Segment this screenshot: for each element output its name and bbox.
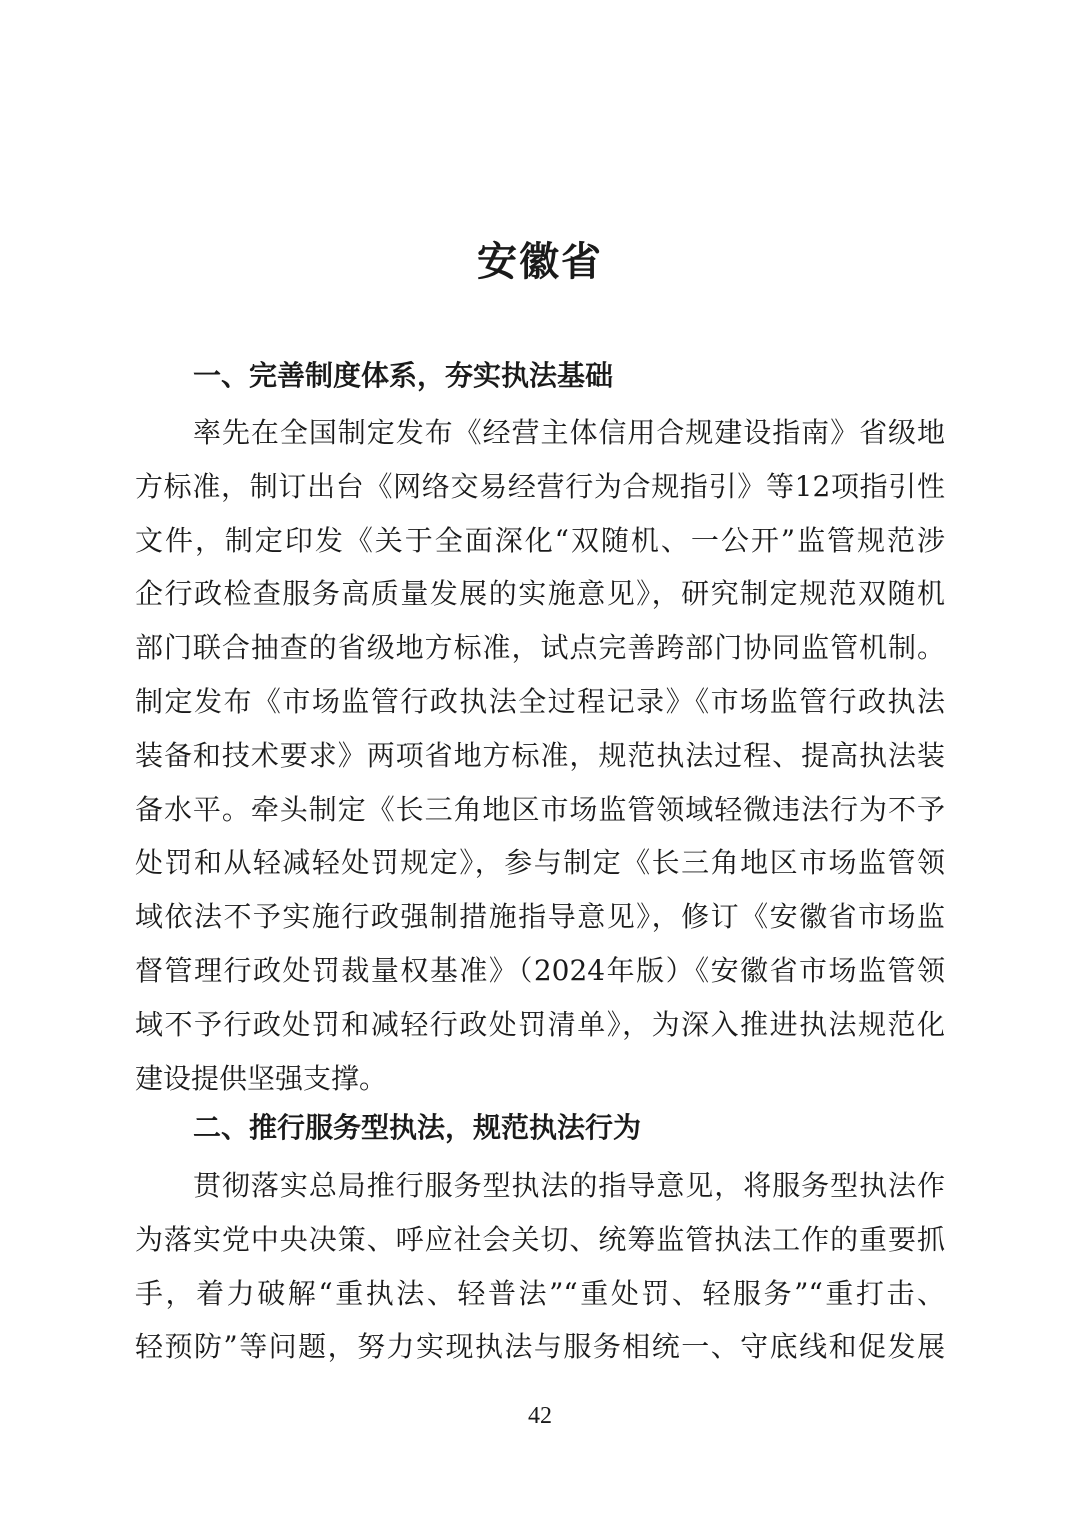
paragraph-line: 方标准，制订出台《网络交易经营行为合规指引》等12项指引性 <box>135 469 945 503</box>
paragraph-line: 备水平。牵头制定《长三角地区市场监管领域轻微违法行为不予 <box>135 792 945 826</box>
section-2-paragraph <box>135 1159 945 1374</box>
paragraph-line: 贯彻落实总局推行服务型执法的指导意见，将服务型执法作 <box>193 1169 945 1202</box>
paragraph-line: 处罚和从轻减轻处罚规定》，参与制定《长三角地区市场监管领 <box>135 846 945 880</box>
section-heading-2: 二、推行服务型执法，规范执法行为 <box>193 1111 642 1144</box>
paragraph-line: 手，着力破解“重执法、轻普法”“重处罚、轻服务”“重打击、 <box>135 1276 945 1310</box>
section-1-paragraph <box>135 406 945 1105</box>
paragraph-line: 建设提供坚强支撑。 <box>135 1061 388 1095</box>
paragraph-line: 域不予行政处罚和减轻行政处罚清单》，为深入推进执法规范化 <box>135 1007 945 1041</box>
paragraph-line: 督管理行政处罚裁量权基准》（2024年版）《安徽省市场监管领 <box>135 953 945 987</box>
paragraph-line: 部门联合抽查的省级地方标准，试点完善跨部门协同监管机制。 <box>135 631 945 665</box>
paragraph-line: 域依法不予实施行政强制措施指导意见》，修订《安徽省市场监 <box>135 900 945 934</box>
paragraph-line: 企行政检查服务高质量发展的实施意见》，研究制定规范双随机 <box>135 577 945 611</box>
paragraph-line: 装备和技术要求》两项省地方标准，规范执法过程、提高执法装 <box>135 738 945 772</box>
paragraph-line: 制定发布《市场监管行政执法全过程记录》《市场监管行政执法 <box>135 684 945 718</box>
page-number: 42 <box>528 1403 552 1429</box>
paragraph-line: 轻预防”等问题，努力实现执法与服务相统一、守底线和促发展 <box>135 1330 945 1364</box>
paragraph-line: 为落实党中央决策、呼应社会关切、统筹监管执法工作的重要抓 <box>135 1222 945 1256</box>
section-heading-1: 一、完善制度体系，夯实执法基础 <box>193 359 614 392</box>
paragraph-line: 文件，制定印发《关于全面深化“双随机、一公开”监管规范涉 <box>135 523 945 557</box>
page-title: 安徽省 <box>477 239 603 285</box>
paragraph-line: 率先在全国制定发布《经营主体信用合规建设指南》省级地 <box>193 416 945 449</box>
